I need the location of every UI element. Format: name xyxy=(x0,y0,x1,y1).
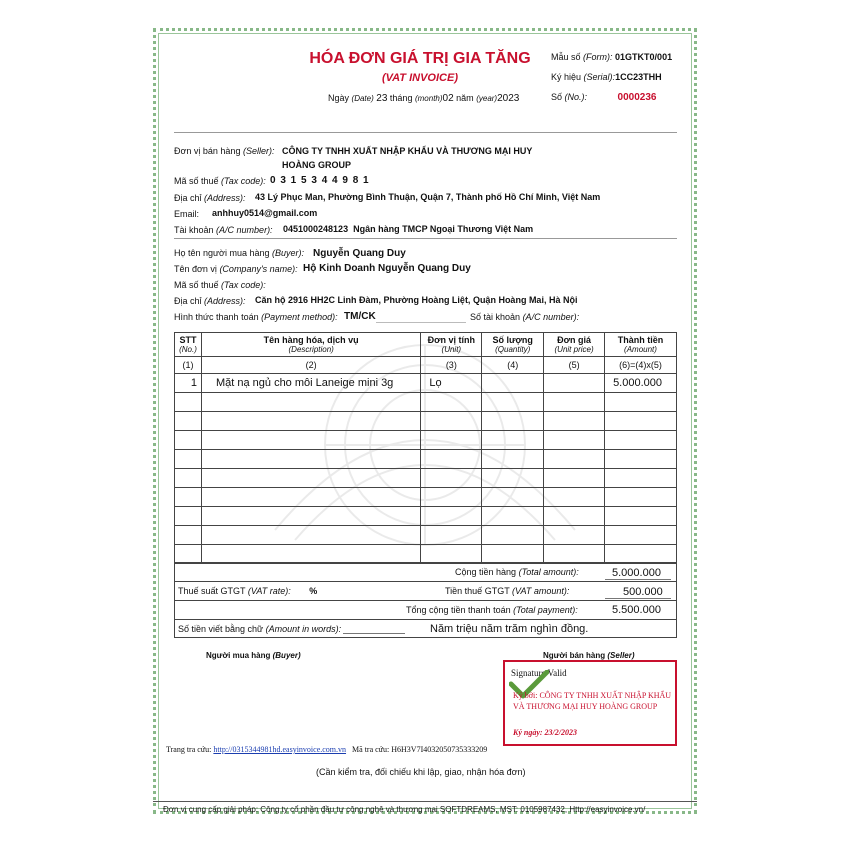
seller-divider xyxy=(174,238,677,239)
amount-words: Năm triệu năm trăm nghìn đồng. xyxy=(430,623,589,635)
col-header-unit: Đơn vị tính (Unit) xyxy=(421,333,482,357)
lookup-link[interactable]: http://0315344981hd.easyinvoice.com.vn xyxy=(213,745,347,754)
totals-divider xyxy=(174,619,677,620)
digital-signature-box[interactable] xyxy=(503,660,677,746)
total-payment: 5.500.000 xyxy=(612,604,661,616)
col-header-price: Đơn giá (Unit price) xyxy=(544,333,605,357)
invoice-number: Số (No.): 0000236 xyxy=(551,92,657,103)
footer-divider xyxy=(153,801,697,802)
row-quantity xyxy=(482,374,544,393)
row-no: 1 xyxy=(175,374,202,393)
payment-method: TM/CK xyxy=(344,311,376,322)
items-table xyxy=(174,332,677,564)
vat-underline xyxy=(605,598,671,599)
words-underline xyxy=(343,633,405,634)
serial-number: Ký hiệu (Serial):1CC23THH xyxy=(551,72,662,82)
col-header-description: Tên hàng hóa, dịch vụ (Description) xyxy=(201,333,420,357)
row-price xyxy=(544,374,605,393)
table-row-empty xyxy=(175,545,677,564)
total-amount: 5.000.000 xyxy=(612,567,661,579)
seller-account: 0451000248123 Ngân hàng TMCP Ngoại Thương Việt Nam xyxy=(283,224,534,234)
buyer-company-label: Tên đơn vị (Company's name): xyxy=(174,264,298,274)
totals-divider xyxy=(174,600,677,601)
amount-words-label: Số tiền viết bằng chữ (Amount in words): xyxy=(178,624,342,634)
signed-date-text: Ký ngày: 23/2/2023 xyxy=(513,728,577,737)
invoice-subtitle: (VAT INVOICE) xyxy=(382,72,458,84)
seller-account-label: Tài khoản (A/C number): xyxy=(174,225,273,235)
vat-amount-label: Tiền thuế GTGT (VAT amount): xyxy=(445,586,570,596)
table-row-empty xyxy=(175,507,677,526)
table-row-empty xyxy=(175,431,677,450)
row-description: Mặt nạ ngủ cho môi Laneige mini 3g xyxy=(201,374,420,393)
seller-address-label: Địa chỉ (Address): xyxy=(174,193,246,203)
table-row-empty xyxy=(175,393,677,412)
table-row xyxy=(175,374,677,393)
provider-text: Đơn vị cung cấp giải pháp: Công ty cổ phần đầu tư công nghệ và thương mại SOFTDREAMS, MST: 0105987432, Http://easyinvoice.vn/ xyxy=(163,805,646,814)
buyer-signature-label: Người mua hàng (Buyer) xyxy=(206,651,301,660)
buyer-address-label: Địa chỉ (Address): xyxy=(174,296,246,306)
lookup-line: Trang tra cứu: http://0315344981hd.easyinvoice.com.vn Mã tra cứu: H6H3V7I4032050735333209 xyxy=(166,745,488,754)
vat-rate-label: Thuế suất GTGT (VAT rate): % xyxy=(178,586,318,596)
payment-method-label: Hình thức thanh toán (Payment method): xyxy=(174,312,338,322)
totals-divider xyxy=(174,581,677,582)
seller-label: Đơn vị bán hàng (Seller): xyxy=(174,146,275,156)
table-header-row xyxy=(175,333,677,357)
buyer-account-label: Số tài khoản (A/C number): xyxy=(470,312,580,322)
table-row-empty xyxy=(175,450,677,469)
table-row-empty xyxy=(175,469,677,488)
header-divider xyxy=(174,132,677,133)
seller-email: anhhuy0514@gmail.com xyxy=(212,208,318,218)
signed-by-text: Ký bởi: CÔNG TY TNHH XUẤT NHẬP KHẨU VÀ THƯƠNG MẠI HUY HOÀNG GROUP xyxy=(513,691,672,711)
seller-tax-label: Mã số thuế (Tax code): xyxy=(174,176,266,186)
table-row-empty xyxy=(175,488,677,507)
buyer-name: Nguyễn Quang Duy xyxy=(313,248,406,259)
seller-name-line1: CÔNG TY TNHH XUẤT NHẬP KHẨU VÀ THƯƠNG MẠI HUY xyxy=(282,146,533,156)
total-payment-label: Tổng cộng tiền thanh toán (Total payment): xyxy=(406,605,578,615)
form-number: Mẫu số (Form): 01GTKT0/001 xyxy=(551,52,673,62)
column-number-row: (1) (2) (3) (4) (5) (6)=(4)x(5) xyxy=(175,357,677,374)
col-header-quantity: Số lượng (Quantity) xyxy=(482,333,544,357)
total-underline xyxy=(605,579,671,580)
verification-note: (Cần kiểm tra, đối chiếu khi lập, giao, nhận hóa đơn) xyxy=(316,767,526,777)
invoice-date: Ngày (Date) 23 tháng (month)02 năm (year)2023 xyxy=(328,93,520,104)
signature-valid-text: Signature Valid xyxy=(511,668,567,678)
buyer-address: Căn hộ 2916 HH2C Linh Đàm, Phường Hoàng Liệt, Quận Hoàng Mai, Hà Nội xyxy=(255,295,578,305)
seller-name-line2: HOÀNG GROUP xyxy=(282,160,352,170)
buyer-company: Hộ Kinh Doanh Nguyễn Quang Duy xyxy=(303,263,471,274)
seller-tax-code: 0 3 1 5 3 4 4 9 8 1 xyxy=(270,175,370,186)
seller-email-label: Email: xyxy=(174,209,200,219)
col-header-no: STT (No.) xyxy=(175,333,202,357)
table-row-empty xyxy=(175,526,677,545)
row-unit: Lọ xyxy=(421,374,482,393)
table-row-empty xyxy=(175,412,677,431)
col-header-amount: Thành tiền (Amount) xyxy=(605,333,677,357)
seller-address: 43 Lý Phục Man, Phường Bình Thuận, Quận 7, Thành phố Hồ Chí Minh, Việt Nam xyxy=(255,192,601,202)
buyer-name-label: Họ tên người mua hàng (Buyer): xyxy=(174,248,305,258)
payment-underline xyxy=(376,322,466,323)
invoice-title: HÓA ĐƠN GIÁ TRỊ GIA TĂNG xyxy=(309,50,531,67)
buyer-tax-label: Mã số thuế (Tax code): xyxy=(174,280,266,290)
total-amount-label: Cộng tiền hàng (Total amount): xyxy=(455,567,579,577)
row-amount: 5.000.000 xyxy=(605,374,677,393)
vat-amount: 500.000 xyxy=(623,586,663,598)
seller-signature-label: Người bán hàng (Seller) xyxy=(543,651,635,660)
